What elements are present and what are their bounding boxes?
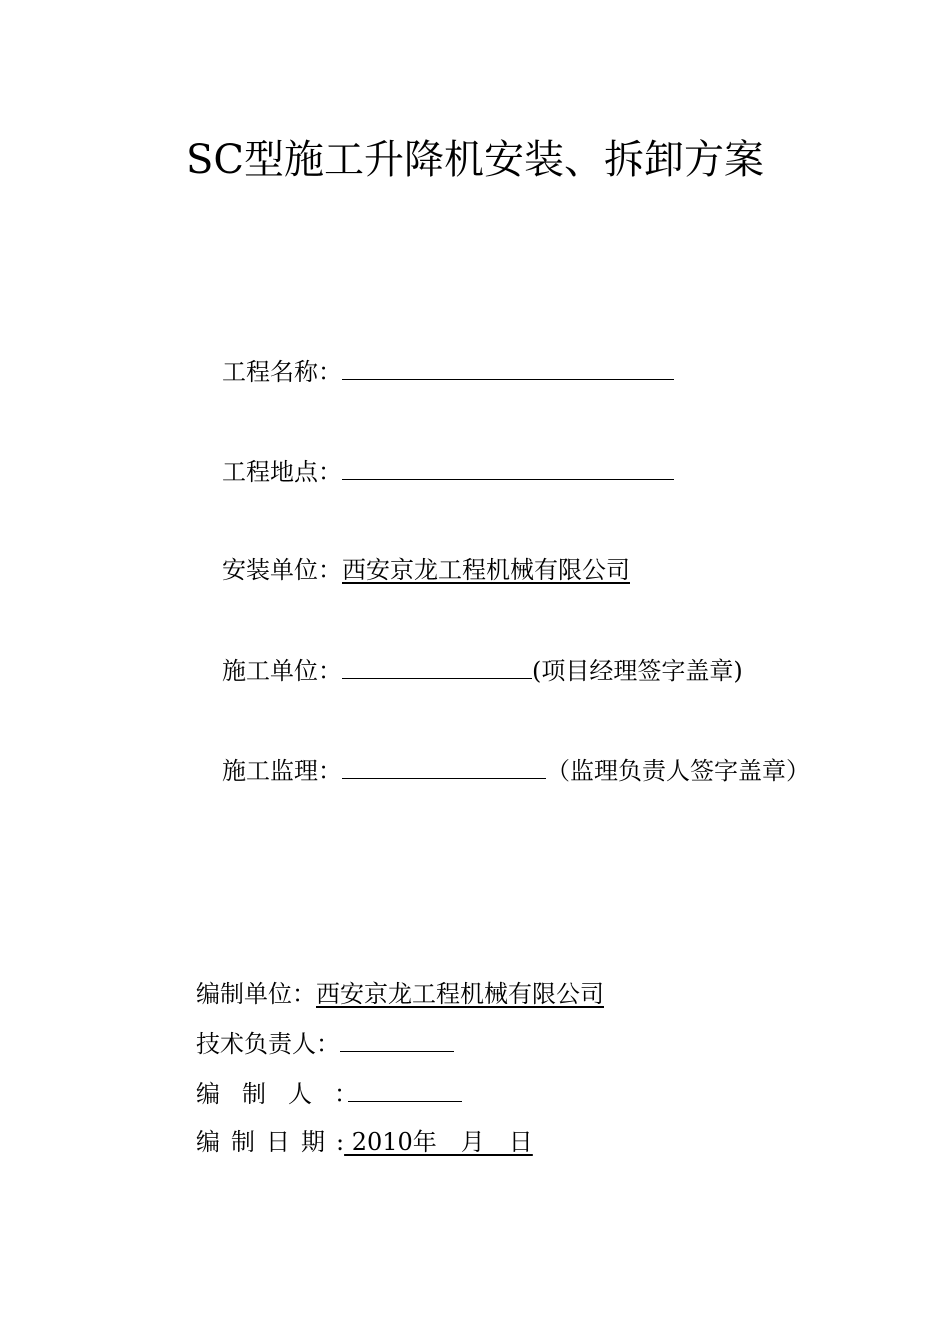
construction-unit-note: (项目经理签字盖章) [532, 657, 743, 685]
construction-unit-label: 施工单位： [222, 657, 342, 685]
field-construction-unit [222, 654, 743, 687]
install-unit-label: 安装单位： [222, 556, 342, 584]
project-name-label: 工程名称： [222, 358, 342, 386]
project-location-blank[interactable] [342, 455, 674, 480]
field-project-name [222, 355, 674, 388]
supervision-blank[interactable] [342, 754, 546, 779]
tech-lead-label: 技术负责人： [196, 1030, 340, 1058]
field-install-unit [222, 554, 630, 586]
compile-unit-label: 编制单位： [196, 980, 316, 1008]
footer-tech-lead [196, 1027, 454, 1060]
compiler-blank[interactable] [348, 1077, 462, 1102]
supervision-label: 施工监理： [222, 757, 342, 785]
install-unit-value: 西安京龙工程机械有限公司 [342, 556, 630, 584]
field-project-location [222, 455, 674, 488]
compiler-label: 编制人： [196, 1080, 380, 1108]
compile-date-label: 编制日期: [196, 1128, 356, 1156]
project-location-label: 工程地点： [222, 458, 342, 486]
footer-compiler [196, 1077, 462, 1110]
field-supervision [222, 754, 810, 787]
footer-compile-unit [196, 978, 604, 1010]
document-title: SC型施工升降机安装、拆卸方案 [185, 137, 764, 183]
project-name-blank[interactable] [342, 355, 674, 380]
supervision-note: （监理负责人签字盖章） [546, 757, 810, 785]
footer-compile-date [196, 1126, 533, 1158]
construction-unit-blank[interactable] [342, 654, 532, 679]
compile-date-value: 2010年 月 日 [344, 1128, 533, 1156]
tech-lead-blank[interactable] [340, 1027, 454, 1052]
compile-unit-value: 西安京龙工程机械有限公司 [316, 980, 604, 1008]
